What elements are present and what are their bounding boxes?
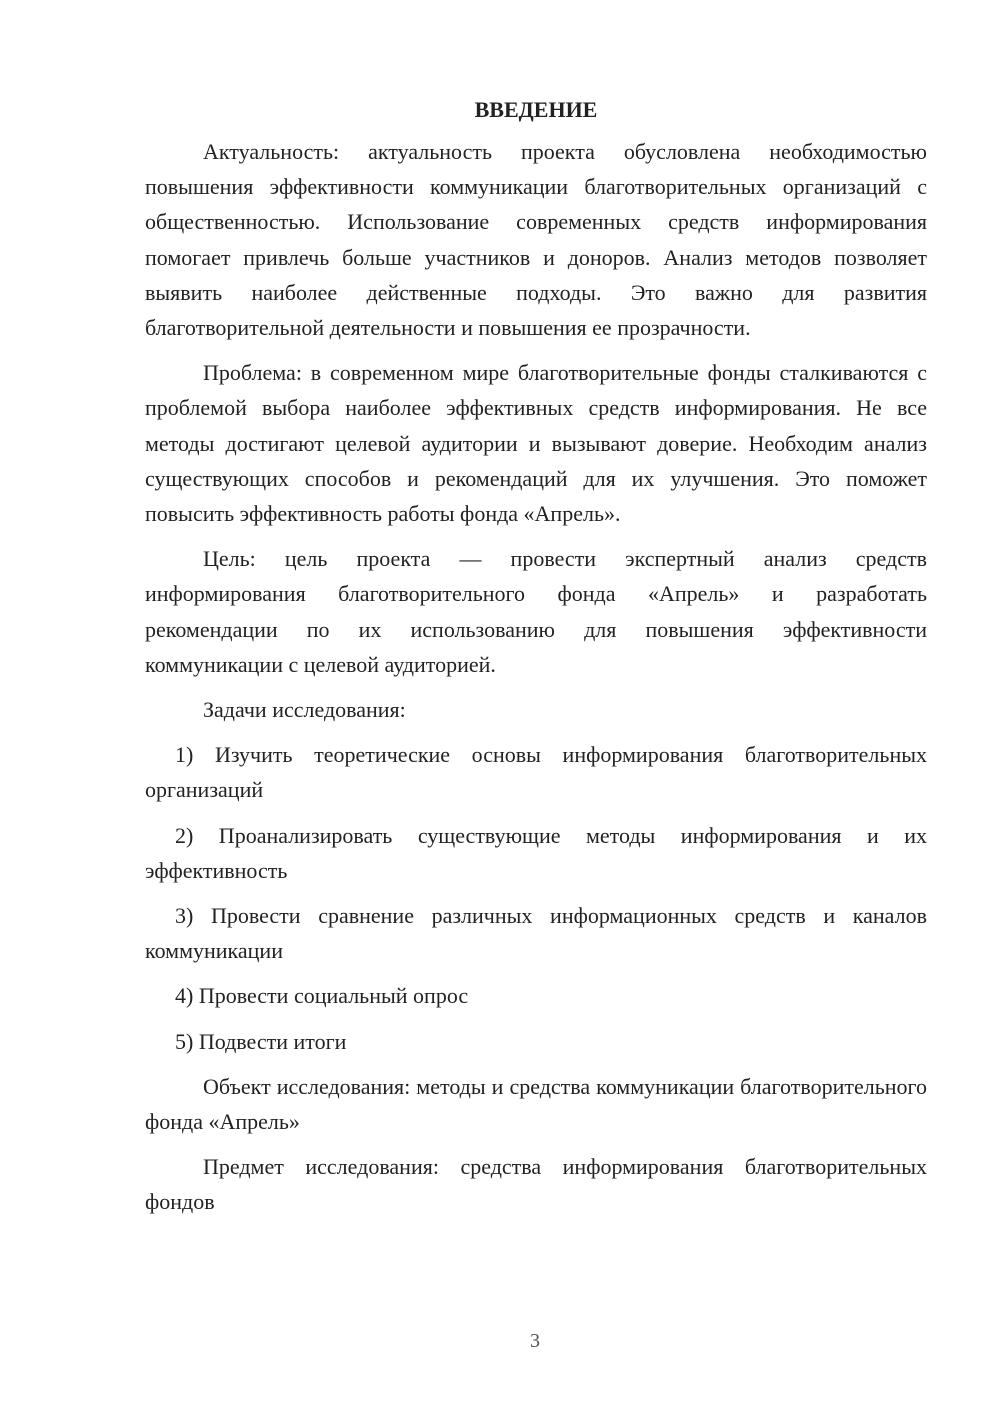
task-item-3: 3) Провести сравнение различных информационных средств и каналов коммуникации	[145, 903, 927, 964]
paragraph-subject: Предмет исследования: средства информирования благотворительных фондов	[145, 1154, 927, 1215]
task-item-1: 1) Изучить теоретические основы информирования благотворительных организаций	[145, 742, 927, 803]
section-heading: ВВЕДЕНИЕ	[474, 97, 598, 122]
task-item-4: 4) Провести социальный опрос	[175, 983, 469, 1009]
paragraph-problem: Проблема: в современном мире благотворительные фонды сталкиваются с проблемой выбора наиболее эффективных средств информирования. Не все методы достигают целевой аудитории и вызывают доверие. Необходим анализ существующих способов и рекомендаций для их улучшения. Это поможет повысить эффективность работы фонда «Апрель».	[145, 360, 927, 527]
task-item-5: 5) Подвести итоги	[175, 1028, 347, 1054]
page-number: 3	[530, 1330, 540, 1352]
paragraph-goal: Цель: цель проекта — провести экспертный анализ средств информирования благотворительного фонда «Апрель» и разработать рекомендации по их использованию для повышения эффективности коммуникации с целевой аудиторией.	[145, 546, 927, 677]
tasks-title: Задачи исследования:	[203, 697, 406, 723]
page-content	[145, 92, 927, 1230]
paragraph-object: Объект исследования: методы и средства коммуникации благотворительного фонда «Апрель»	[145, 1073, 927, 1135]
paragraph-relevance: Актуальность: актуальность проекта обусловлена необходимостью повышения эффективности коммуникации благотворительных организаций с общественностью. Использование современных средств информирования помогает привлечь больше участников и доноров. Анализ методов позволяет выявить наиболее действенные подходы. Это важно для развития благотворительной деятельности и повышения ее прозрачности.	[145, 139, 927, 341]
task-item-2: 2) Проанализировать существующие методы информирования и их эффективность	[145, 822, 927, 883]
